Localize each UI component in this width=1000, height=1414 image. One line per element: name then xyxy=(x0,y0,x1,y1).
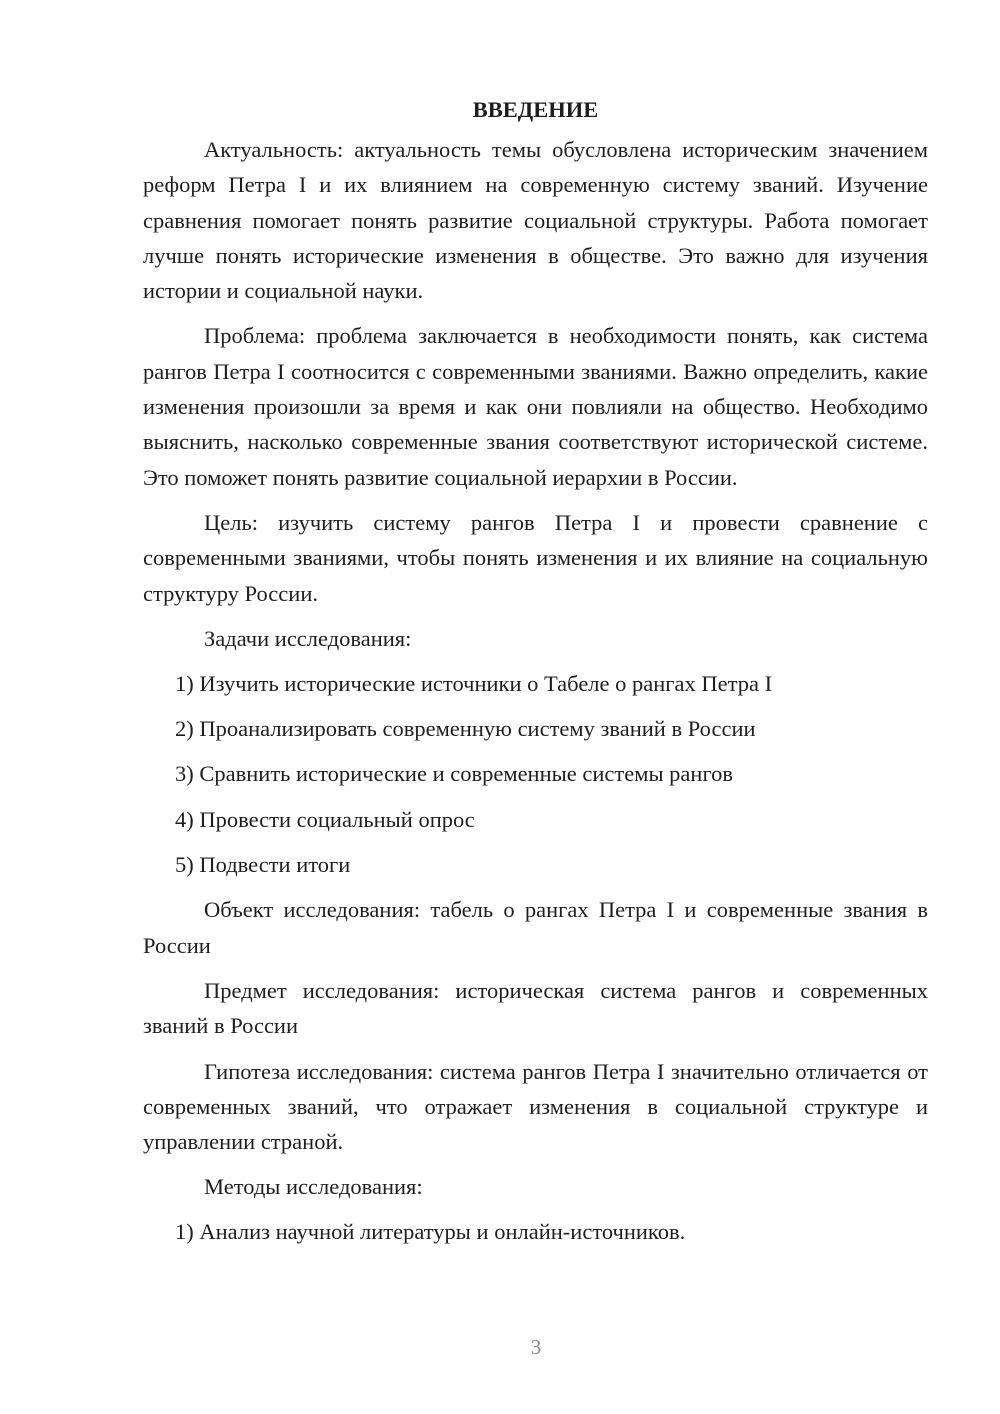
tasks-list xyxy=(143,666,928,882)
section-heading: ВВЕДЕНИЕ xyxy=(472,97,599,122)
subject-paragraph: Предмет исследования: историческая система рангов и современных званий в России xyxy=(143,977,928,1039)
list-item: 2) Проанализировать современную систему званий в России xyxy=(175,716,756,742)
problem-paragraph: Проблема: проблема заключается в необходимости понять, как система рангов Петра I соотносится с современными званиями. Важно определить, какие изменения произошли за время и как они повлияли на общество. Необходимо выяснить, насколько современные звания соответствуют исторической системе. Это поможет понять развитие социальной иерархии в России. xyxy=(143,323,928,490)
list-item: 3) Сравнить исторические и современные системы рангов xyxy=(175,761,734,787)
document-page xyxy=(143,92,928,1260)
page-number: 3 xyxy=(530,1335,542,1359)
list-item: 1) Анализ научной литературы и онлайн-источников. xyxy=(175,1219,686,1245)
methods-list xyxy=(143,1214,928,1249)
object-paragraph: Объект исследования: табель о рангах Петра I и современные звания в России xyxy=(143,897,928,958)
methods-label: Методы исследования: xyxy=(204,1174,423,1200)
list-item: 5) Подвести итоги xyxy=(175,852,351,878)
list-item: 4) Провести социальный опрос xyxy=(175,806,475,832)
list-item: 1) Изучить исторические источники о Табеле о рангах Петра I xyxy=(175,670,773,696)
relevance-paragraph: Актуальность: актуальность темы обусловлена историческим значением реформ Петра I и их влиянием на современную систему званий. Изучение сравнения помогает понять развитие социальной структуры. Работа помогает лучше понять исторические изменения в обществе. Это важно для изучения истории и социальной науки. xyxy=(143,137,928,304)
tasks-label: Задачи исследования: xyxy=(204,625,412,651)
goal-paragraph: Цель: изучить систему рангов Петра I и провести сравнение с современными званиями, чтобы понять изменения и их влияние на социальную структуру России. xyxy=(143,509,928,606)
hypothesis-paragraph: Гипотеза исследования: система рангов Петра I значительно отличается от современных званий, что отражает изменения в социальной структуре и управлении страной. xyxy=(143,1058,928,1155)
